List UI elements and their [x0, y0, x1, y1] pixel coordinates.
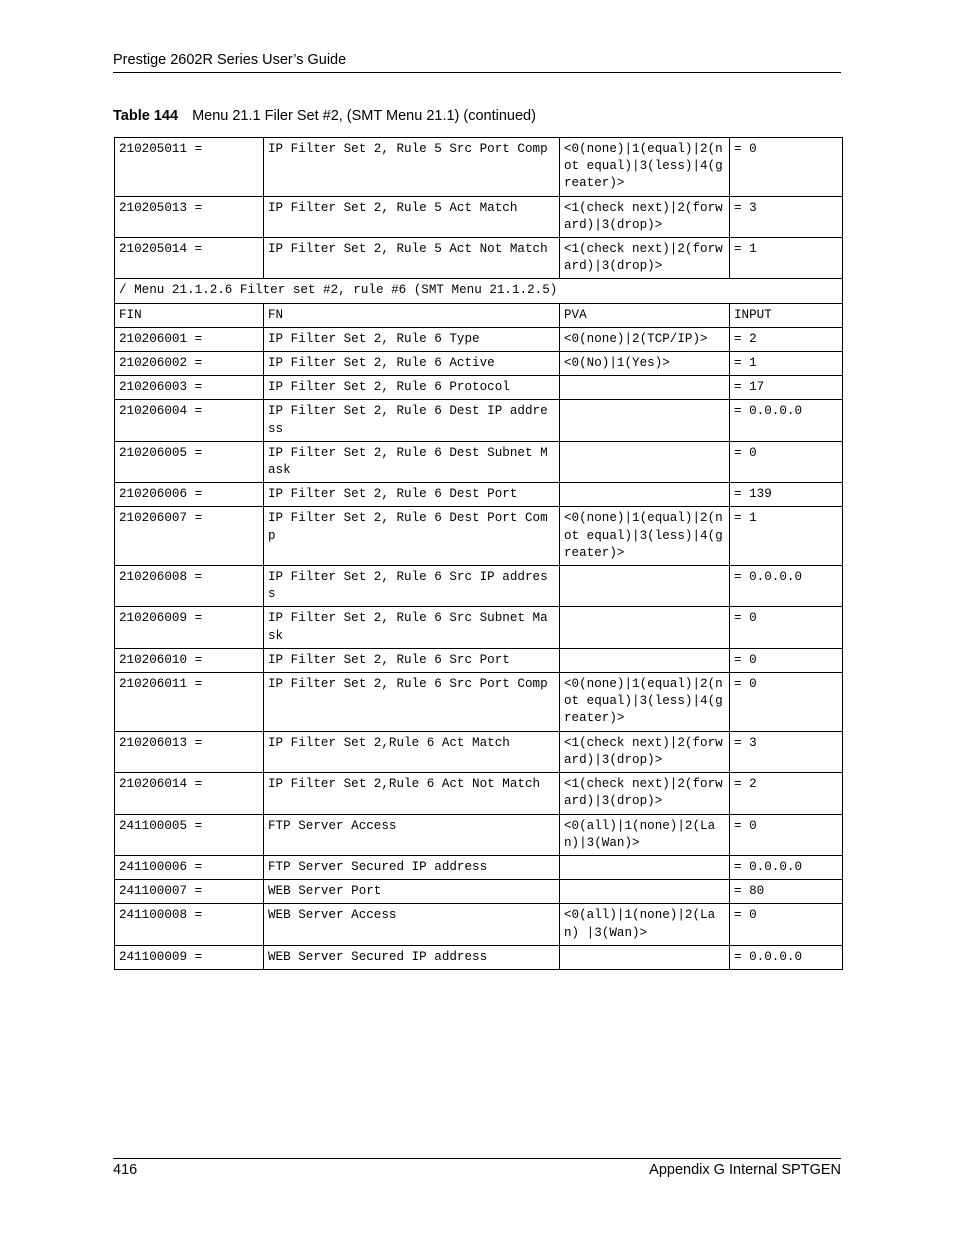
filter-table — [114, 137, 843, 970]
cell-pva: <0(all)|1(none)|2(Lan)|3(Wan)> — [560, 814, 730, 855]
table-caption-text: Menu 21.1 Filer Set #2, (SMT Menu 21.1) (continued) — [192, 108, 536, 124]
cell-fin: 210205014 = — [115, 238, 264, 279]
cell-fin: 210206009 = — [115, 607, 264, 648]
cell-input: = 3 — [730, 731, 843, 772]
cell-fin: 210206002 = — [115, 352, 264, 376]
cell-input: = 0 — [730, 904, 843, 945]
cell-pva: <1(check next)|2(forward)|3(drop)> — [560, 196, 730, 237]
table-row — [115, 483, 843, 507]
cell-pva — [560, 855, 730, 879]
cell-input: = 1 — [730, 352, 843, 376]
table-row — [115, 376, 843, 400]
cell-input: = 0.0.0.0 — [730, 400, 843, 441]
cell-fin: 210206011 = — [115, 673, 264, 732]
cell-pva: <0(none)|1(equal)|2(not equal)|3(less)|4(greater)> — [560, 673, 730, 732]
table-row — [115, 441, 843, 482]
table-row — [115, 196, 843, 237]
table-row — [115, 773, 843, 814]
table-row — [115, 731, 843, 772]
cell-fin: 241100005 = — [115, 814, 264, 855]
cell-fn: FTP Server Access — [264, 814, 560, 855]
table-row — [115, 880, 843, 904]
section-row — [115, 279, 843, 303]
cell-fin: 241100006 = — [115, 855, 264, 879]
cell-input: = 0.0.0.0 — [730, 566, 843, 607]
cell-input: = 0 — [730, 138, 843, 197]
section-title: / Menu 21.1.2.6 Filter set #2, rule #6 (SMT Menu 21.1.2.5) — [115, 279, 843, 303]
cell-pva — [560, 880, 730, 904]
table-row — [115, 945, 843, 969]
cell-input: = 0.0.0.0 — [730, 945, 843, 969]
cell-fn: IP Filter Set 2,Rule 6 Act Match — [264, 731, 560, 772]
cell-fn: WEB Server Port — [264, 880, 560, 904]
table-row — [115, 327, 843, 351]
cell-input: = 0 — [730, 607, 843, 648]
table-caption — [113, 108, 536, 124]
cell-input: = 0.0.0.0 — [730, 855, 843, 879]
cell-fn: IP Filter Set 2, Rule 6 Dest Port Comp — [264, 507, 560, 566]
cell-fin: 210206014 = — [115, 773, 264, 814]
cell-pva — [560, 566, 730, 607]
cell-fn: IP Filter Set 2, Rule 6 Dest IP address — [264, 400, 560, 441]
table-row — [115, 352, 843, 376]
cell-fn: IP Filter Set 2, Rule 6 Src Port — [264, 648, 560, 672]
cell-fin: 210206005 = — [115, 441, 264, 482]
table-row — [115, 855, 843, 879]
running-header: Prestige 2602R Series User’s Guide — [113, 52, 347, 68]
table-row — [115, 814, 843, 855]
footer-rule — [113, 1158, 841, 1159]
table-row — [115, 607, 843, 648]
cell-input: = 0 — [730, 648, 843, 672]
cell-fn: IP Filter Set 2, Rule 6 Type — [264, 327, 560, 351]
cell-pva — [560, 376, 730, 400]
column-header-fin: FIN — [115, 303, 264, 327]
cell-fin: 241100009 = — [115, 945, 264, 969]
cell-fin: 210205011 = — [115, 138, 264, 197]
cell-fin: 241100007 = — [115, 880, 264, 904]
cell-fn: IP Filter Set 2, Rule 6 Dest Port — [264, 483, 560, 507]
cell-fn: IP Filter Set 2, Rule 5 Act Match — [264, 196, 560, 237]
cell-fn: IP Filter Set 2, Rule 5 Src Port Comp — [264, 138, 560, 197]
header-rule — [113, 72, 841, 73]
cell-fn: IP Filter Set 2, Rule 6 Active — [264, 352, 560, 376]
cell-fin: 210206006 = — [115, 483, 264, 507]
cell-fin: 210206001 = — [115, 327, 264, 351]
table-row — [115, 507, 843, 566]
column-header-pva: PVA — [560, 303, 730, 327]
cell-pva: <0(none)|1(equal)|2(not equal)|3(less)|4(greater)> — [560, 138, 730, 197]
cell-input: = 0 — [730, 441, 843, 482]
cell-input: = 1 — [730, 238, 843, 279]
table-row — [115, 566, 843, 607]
cell-input: = 2 — [730, 773, 843, 814]
cell-input: = 0 — [730, 814, 843, 855]
table-row — [115, 238, 843, 279]
cell-input: = 3 — [730, 196, 843, 237]
cell-fin: 210206003 = — [115, 376, 264, 400]
cell-pva — [560, 607, 730, 648]
table-row — [115, 673, 843, 732]
cell-pva: <1(check next)|2(forward)|3(drop)> — [560, 731, 730, 772]
cell-fin: 210205013 = — [115, 196, 264, 237]
page-number: 416 — [113, 1162, 138, 1178]
cell-fn: IP Filter Set 2, Rule 6 Dest Subnet Mask — [264, 441, 560, 482]
cell-fin: 210206007 = — [115, 507, 264, 566]
cell-fn: IP Filter Set 2, Rule 6 Src IP address — [264, 566, 560, 607]
table-row — [115, 904, 843, 945]
cell-input: = 0 — [730, 673, 843, 732]
cell-fin: 241100008 = — [115, 904, 264, 945]
table-row — [115, 400, 843, 441]
cell-input: = 1 — [730, 507, 843, 566]
cell-fn: WEB Server Secured IP address — [264, 945, 560, 969]
cell-pva: <0(all)|1(none)|2(Lan) |3(Wan)> — [560, 904, 730, 945]
cell-pva: <1(check next)|2(forward)|3(drop)> — [560, 773, 730, 814]
cell-fn: IP Filter Set 2, Rule 5 Act Not Match — [264, 238, 560, 279]
cell-pva — [560, 400, 730, 441]
cell-pva: <0(none)|2(TCP/IP)> — [560, 327, 730, 351]
cell-input: = 139 — [730, 483, 843, 507]
column-header-input: INPUT — [730, 303, 843, 327]
cell-fn: IP Filter Set 2, Rule 6 Src Subnet Mask — [264, 607, 560, 648]
cell-input: = 17 — [730, 376, 843, 400]
column-header-row — [115, 303, 843, 327]
table-row — [115, 138, 843, 197]
cell-fn: IP Filter Set 2, Rule 6 Src Port Comp — [264, 673, 560, 732]
table-row — [115, 648, 843, 672]
cell-pva — [560, 483, 730, 507]
cell-fn: WEB Server Access — [264, 904, 560, 945]
cell-pva: <0(No)|1(Yes)> — [560, 352, 730, 376]
cell-pva — [560, 441, 730, 482]
column-header-fn: FN — [264, 303, 560, 327]
cell-pva — [560, 648, 730, 672]
cell-fin: 210206008 = — [115, 566, 264, 607]
cell-fn: IP Filter Set 2, Rule 6 Protocol — [264, 376, 560, 400]
cell-input: = 80 — [730, 880, 843, 904]
cell-pva: <0(none)|1(equal)|2(not equal)|3(less)|4(greater)> — [560, 507, 730, 566]
cell-fn: IP Filter Set 2,Rule 6 Act Not Match — [264, 773, 560, 814]
cell-fin: 210206013 = — [115, 731, 264, 772]
footer-section: Appendix G Internal SPTGEN — [649, 1162, 841, 1178]
cell-fn: FTP Server Secured IP address — [264, 855, 560, 879]
cell-input: = 2 — [730, 327, 843, 351]
cell-fin: 210206004 = — [115, 400, 264, 441]
cell-pva — [560, 945, 730, 969]
table-number: Table 144 — [113, 108, 179, 124]
cell-pva: <1(check next)|2(forward)|3(drop)> — [560, 238, 730, 279]
cell-fin: 210206010 = — [115, 648, 264, 672]
